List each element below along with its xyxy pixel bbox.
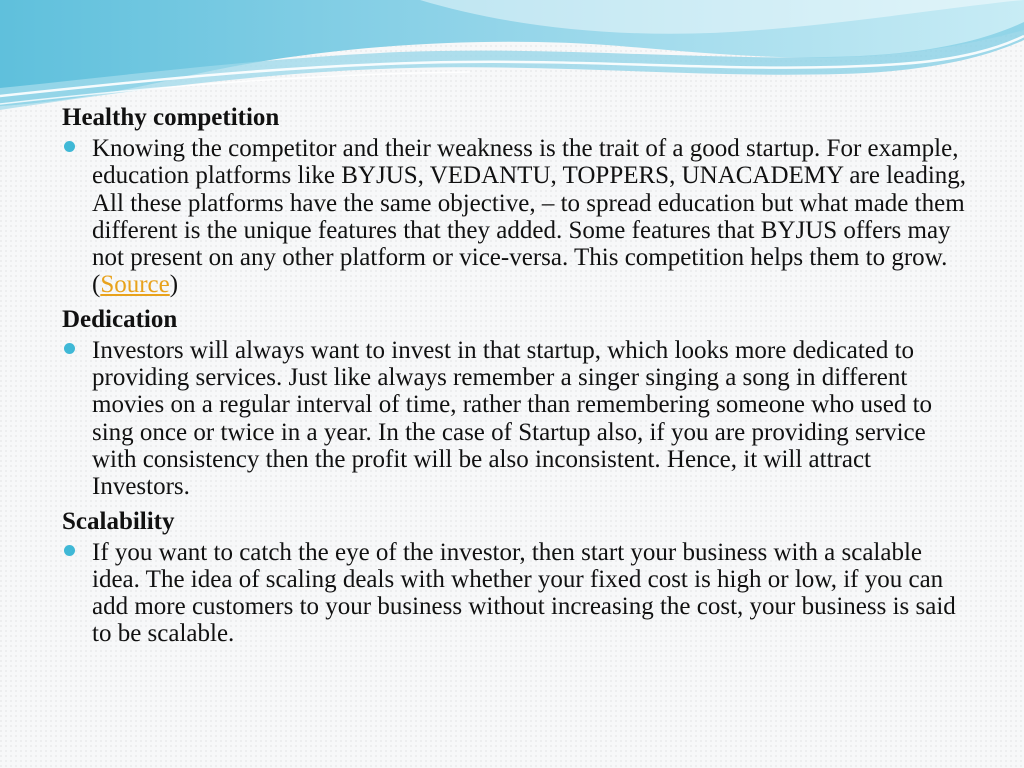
heading-healthy-competition: Healthy competition (62, 104, 280, 131)
bullet-text-suffix: ) (169, 271, 179, 299)
source-link[interactable]: Source (100, 271, 170, 299)
bullet-dot-icon (64, 343, 75, 354)
bullet-text: Knowing the competitor and their weakness is the trait of a good startup. For example, education platforms like BYJUS, VEDANTU, TOPPERS, UNACADEMY are leading, All these platforms have the same objective, – to spread education but what made them different is the unique features that they added. Some features that BYJUS offers may not present on any other platform or vice-versa. This competition helps them to grow. ( (92, 135, 967, 299)
heading-scalability: Scalability (62, 507, 175, 535)
slide-content (62, 101, 972, 652)
bullet-text: Investors will always want to invest in that startup, which looks more dedicated to providing services. Just like always remember a singer singing a song in different movies on a regular interval of time, rather than remembering someone who used to sing once or twice in a year. In the case of Startup also, if you are providing service with consistency then the profit will be also inconsistent. Hence, it will attract Investors. (92, 336, 933, 501)
heading-dedication: Dedication (62, 305, 178, 333)
bullet-healthy-competition (62, 135, 972, 299)
bullet-text: If you want to catch the eye of the investor, then start your business with a scalable idea. The idea of scaling deals with whether your fixed cost is high or low, if you can add more customers to your business without increasing the cost, your business is said to be scalable. (92, 538, 956, 648)
bullet-dot-icon (64, 141, 75, 152)
bullet-dot-icon (64, 545, 75, 556)
bullet-dedication (62, 337, 972, 501)
bullet-scalability (62, 539, 972, 648)
